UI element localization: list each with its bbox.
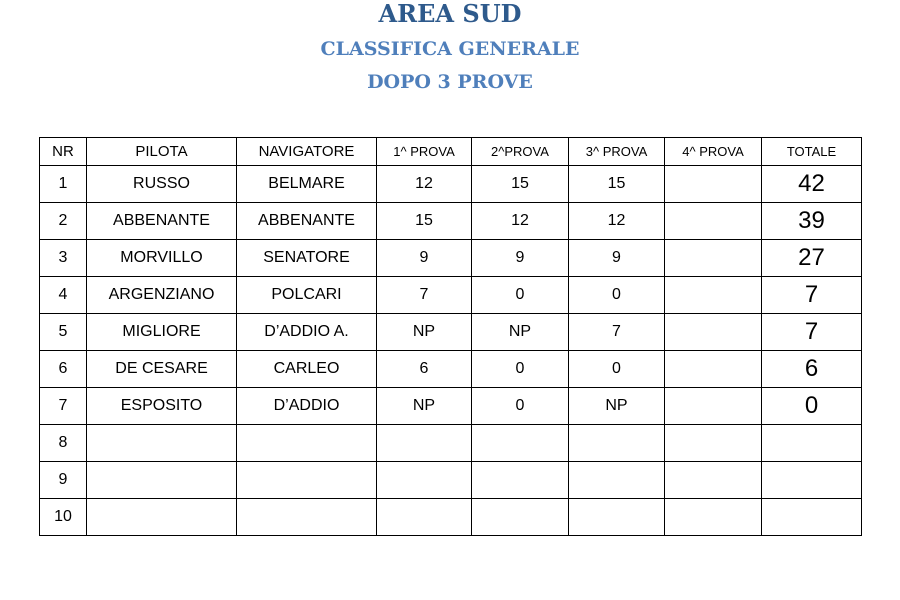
cell-prova-3 (569, 462, 665, 499)
cell-nr: 10 (40, 499, 87, 536)
cell-prova-1: 15 (377, 203, 472, 240)
table-row (40, 203, 862, 240)
table-row (40, 166, 862, 203)
column-header-prova-3: 3^ PROVA (569, 138, 665, 166)
column-header-prova-2: 2^PROVA (472, 138, 569, 166)
cell-nr: 5 (40, 314, 87, 351)
cell-prova-4 (665, 314, 762, 351)
cell-prova-4 (665, 166, 762, 203)
cell-prova-1: NP (377, 314, 472, 351)
table-row (40, 351, 862, 388)
cell-navigatore: CARLEO (237, 351, 377, 388)
cell-prova-1 (377, 499, 472, 536)
cell-pilota (87, 425, 237, 462)
column-header-prova-1: 1^ PROVA (377, 138, 472, 166)
cell-navigatore (237, 499, 377, 536)
cell-totale: 42 (762, 166, 862, 203)
cell-prova-4 (665, 425, 762, 462)
cell-nr: 3 (40, 240, 87, 277)
cell-prova-2: 0 (472, 351, 569, 388)
cell-prova-4 (665, 388, 762, 425)
cell-prova-3: 12 (569, 203, 665, 240)
cell-prova-1 (377, 425, 472, 462)
cell-prova-2: 9 (472, 240, 569, 277)
cell-pilota: ESPOSITO (87, 388, 237, 425)
cell-prova-3: 0 (569, 277, 665, 314)
cell-prova-3: 9 (569, 240, 665, 277)
cell-prova-2 (472, 425, 569, 462)
table-row (40, 425, 862, 462)
cell-prova-1 (377, 462, 472, 499)
cell-pilota: DE CESARE (87, 351, 237, 388)
standings-table (39, 137, 862, 536)
cell-pilota: ABBENANTE (87, 203, 237, 240)
table-header-row (40, 138, 862, 166)
cell-pilota: ARGENZIANO (87, 277, 237, 314)
page-subtitle-standings: CLASSIFICA GENERALE (320, 38, 580, 60)
cell-totale (762, 499, 862, 536)
page-title: AREA SUD (378, 0, 522, 28)
cell-prova-1: 12 (377, 166, 472, 203)
cell-prova-1: 7 (377, 277, 472, 314)
cell-prova-4 (665, 203, 762, 240)
cell-prova-1: 9 (377, 240, 472, 277)
cell-prova-3 (569, 499, 665, 536)
cell-navigatore: SENATORE (237, 240, 377, 277)
cell-totale: 7 (762, 277, 862, 314)
cell-navigatore: D’ADDIO A. (237, 314, 377, 351)
table-row (40, 314, 862, 351)
cell-navigatore (237, 425, 377, 462)
cell-nr: 6 (40, 351, 87, 388)
cell-totale: 0 (762, 388, 862, 425)
cell-navigatore: D’ADDIO (237, 388, 377, 425)
cell-prova-4 (665, 351, 762, 388)
cell-prova-1: 6 (377, 351, 472, 388)
cell-totale: 7 (762, 314, 862, 351)
cell-prova-3: 0 (569, 351, 665, 388)
cell-prova-4 (665, 462, 762, 499)
column-header-prova-4: 4^ PROVA (665, 138, 762, 166)
cell-navigatore: ABBENANTE (237, 203, 377, 240)
cell-prova-4 (665, 277, 762, 314)
cell-pilota: MIGLIORE (87, 314, 237, 351)
cell-totale: 39 (762, 203, 862, 240)
cell-totale: 27 (762, 240, 862, 277)
cell-nr: 2 (40, 203, 87, 240)
cell-prova-2: 0 (472, 277, 569, 314)
cell-prova-1: NP (377, 388, 472, 425)
cell-totale (762, 425, 862, 462)
cell-prova-3: 7 (569, 314, 665, 351)
cell-pilota: MORVILLO (87, 240, 237, 277)
table-row (40, 388, 862, 425)
cell-prova-2 (472, 499, 569, 536)
cell-pilota (87, 462, 237, 499)
cell-prova-3: NP (569, 388, 665, 425)
cell-prova-3: 15 (569, 166, 665, 203)
cell-totale: 6 (762, 351, 862, 388)
table-row (40, 277, 862, 314)
page-subtitle-after-rounds: DOPO 3 PROVE (367, 71, 533, 93)
cell-prova-2: NP (472, 314, 569, 351)
cell-nr: 9 (40, 462, 87, 499)
cell-prova-4 (665, 240, 762, 277)
cell-nr: 1 (40, 166, 87, 203)
table-row (40, 499, 862, 536)
cell-prova-2: 0 (472, 388, 569, 425)
cell-nr: 8 (40, 425, 87, 462)
column-header-navigatore: NAVIGATORE (237, 138, 377, 166)
cell-prova-2: 12 (472, 203, 569, 240)
cell-navigatore: POLCARI (237, 277, 377, 314)
cell-navigatore (237, 462, 377, 499)
cell-navigatore: BELMARE (237, 166, 377, 203)
cell-nr: 7 (40, 388, 87, 425)
table-row (40, 240, 862, 277)
column-header-totale: TOTALE (762, 138, 862, 166)
cell-nr: 4 (40, 277, 87, 314)
cell-prova-2: 15 (472, 166, 569, 203)
cell-prova-3 (569, 425, 665, 462)
cell-prova-2 (472, 462, 569, 499)
cell-totale (762, 462, 862, 499)
cell-prova-4 (665, 499, 762, 536)
cell-pilota: RUSSO (87, 166, 237, 203)
column-header-pilota: PILOTA (87, 138, 237, 166)
table-row (40, 462, 862, 499)
column-header-nr: NR (40, 138, 87, 166)
cell-pilota (87, 499, 237, 536)
